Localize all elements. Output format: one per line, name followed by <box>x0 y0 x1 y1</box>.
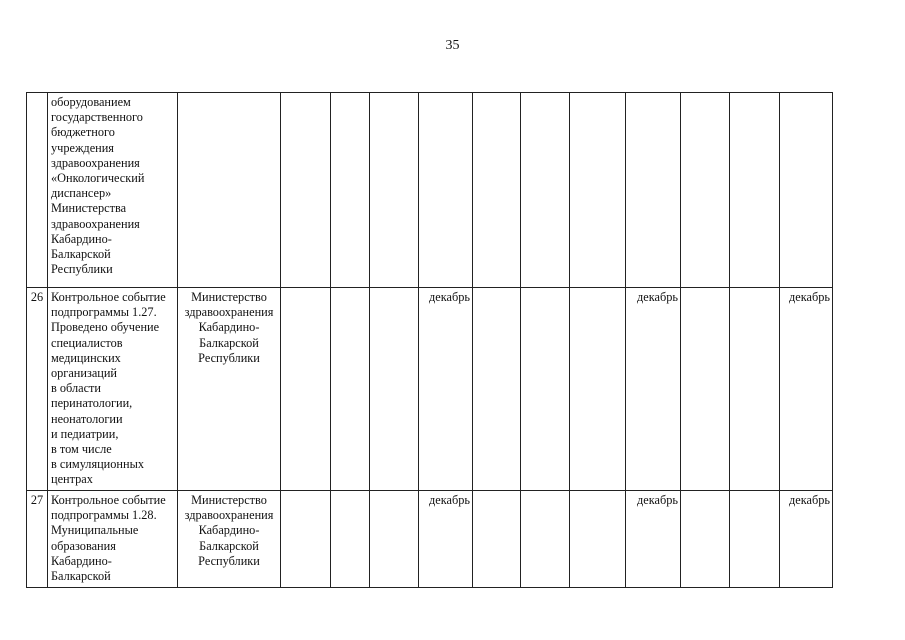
schedule-cell <box>681 491 730 588</box>
schedule-cell <box>521 288 570 491</box>
event-description <box>48 491 178 588</box>
schedule-cell: декабрь <box>419 288 473 491</box>
event-description-text: Контрольное событие подпрограммы 1.27. Проведено обучение специалистов медицинских организаций в области перинатологии, неонатологии и педиатрии, в том числе в симуляционных центрах <box>51 290 166 487</box>
schedule-cell: декабрь <box>419 491 473 588</box>
schedule-table <box>26 92 833 588</box>
schedule-cell <box>281 93 331 288</box>
table-row <box>27 491 833 588</box>
schedule-cell <box>331 288 370 491</box>
row-number <box>27 93 48 288</box>
executor <box>178 491 281 588</box>
table-row <box>27 288 833 491</box>
schedule-cell <box>570 93 626 288</box>
schedule-cell <box>370 491 419 588</box>
schedule-cell <box>681 288 730 491</box>
page-number: 35 <box>445 38 460 53</box>
schedule-cell <box>730 93 780 288</box>
executor <box>178 93 281 288</box>
schedule-cell <box>331 491 370 588</box>
event-description <box>48 288 178 491</box>
schedule-cell <box>331 93 370 288</box>
event-description-text: оборудованием государственного бюджетного учреждения здравоохранения «Онкологический диспансер» Министерства здравоохранения Кабардино- Балкарской Республики <box>51 95 145 277</box>
schedule-cell <box>570 288 626 491</box>
schedule-cell <box>626 93 681 288</box>
event-description <box>48 93 178 288</box>
schedule-cell <box>473 93 521 288</box>
executor-text: Министерство здравоохранения Кабардино- Балкарской Республики <box>184 290 274 365</box>
schedule-cell <box>780 93 833 288</box>
schedule-cell <box>281 288 331 491</box>
schedule-cell: декабрь <box>626 288 681 491</box>
schedule-cell <box>370 93 419 288</box>
event-description-text: Контрольное событие подпрограммы 1.28. Муниципальные образования Кабардино- Балкарской <box>51 493 166 584</box>
schedule-cell: декабрь <box>626 491 681 588</box>
schedule-cell <box>473 491 521 588</box>
schedule-cell <box>370 288 419 491</box>
schedule-cell <box>570 491 626 588</box>
row-number: 27 <box>27 491 48 588</box>
schedule-cell <box>521 93 570 288</box>
schedule-cell <box>521 491 570 588</box>
executor <box>178 288 281 491</box>
schedule-cell <box>473 288 521 491</box>
schedule-cell: декабрь <box>780 491 833 588</box>
schedule-cell <box>281 491 331 588</box>
schedule-cell <box>681 93 730 288</box>
schedule-cell <box>730 491 780 588</box>
schedule-cell <box>419 93 473 288</box>
schedule-cell: декабрь <box>780 288 833 491</box>
table-row <box>27 93 833 288</box>
executor-text: Министерство здравоохранения Кабардино- Балкарской Республики <box>184 493 274 568</box>
row-number: 26 <box>27 288 48 491</box>
schedule-cell <box>730 288 780 491</box>
